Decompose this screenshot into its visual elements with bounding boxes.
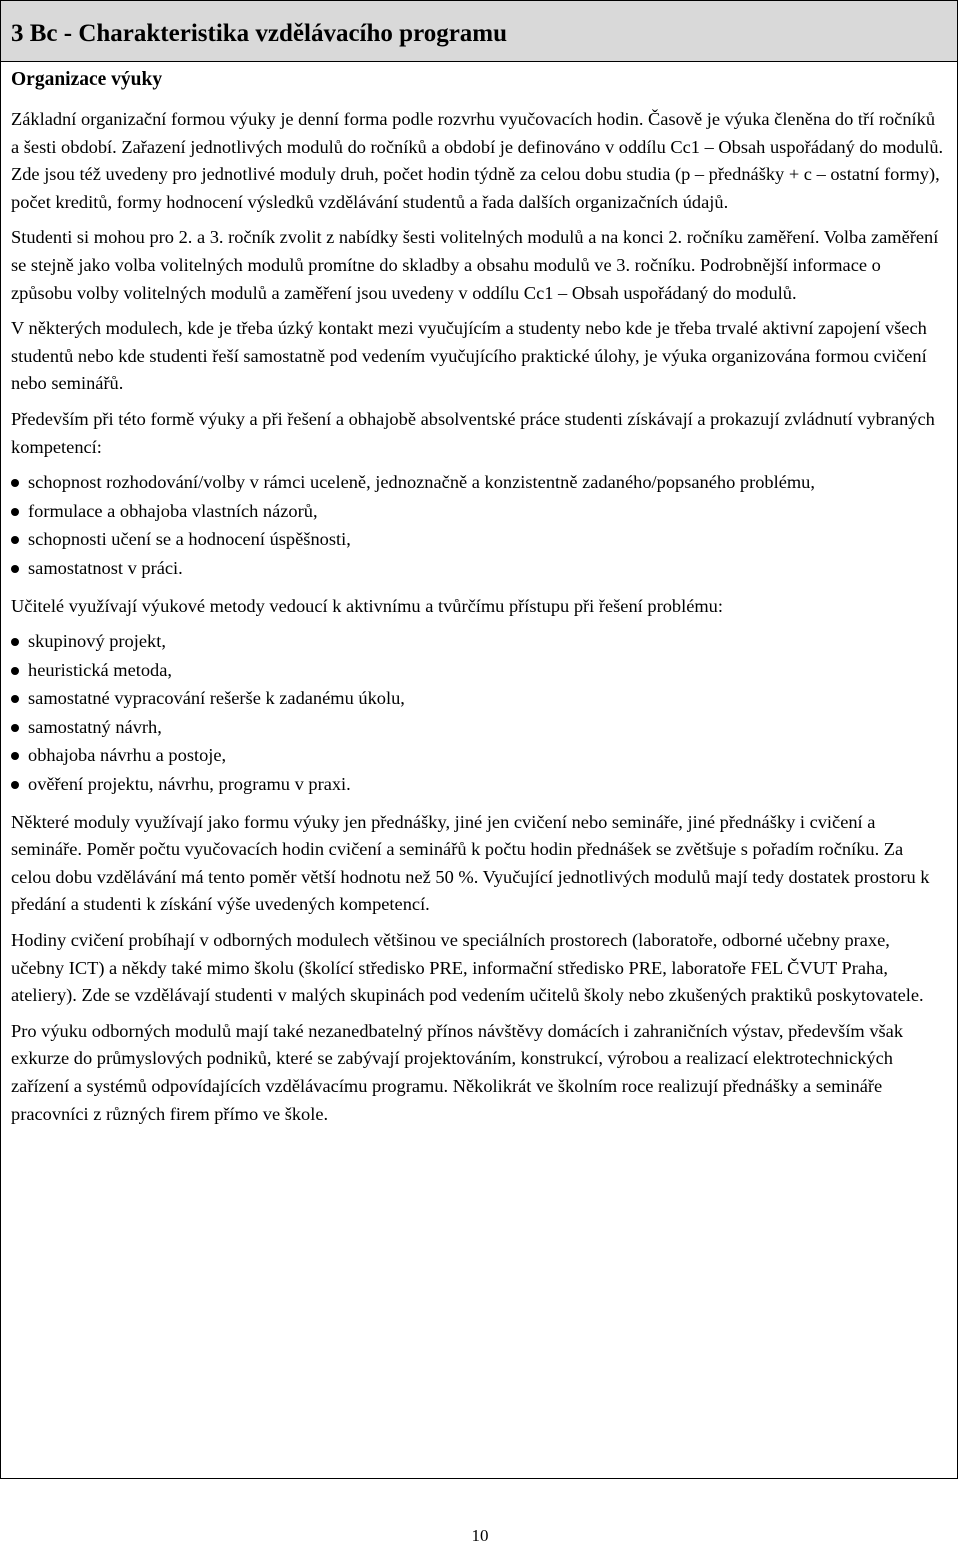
list-item: heuristická metoda, bbox=[11, 657, 945, 685]
paragraph-seminars: V některých modulech, kde je třeba úzký kontakt mezi vyučujícím a studenty nebo kde je třeba trvalé aktivní zapojení všech studentů nebo kde studenti řeší samostatně pod vedením vyučujícího praktické úlohy, je výuka organizována formou cvičení nebo seminářů. bbox=[11, 318, 927, 394]
section-title: 3 Bc - Charakteristika vzdělávacího programu bbox=[11, 20, 508, 47]
methods-list bbox=[11, 628, 945, 799]
paragraph-organization: Základní organizační formou výuky je denní forma podle rozvrhu vyučovacích hodin. Časově je výuka členěna do tří ročníků a šesti období. Zařazení jednotlivých modulů do ročníků a období je definováno v oddílu Cc1 – Obsah uspořádaný do modulů. Zde jsou též uvedeny pro jednotlivé moduly druh, počet hodin týdně za celou dobu studia (p – přednášky + c – ostatní formy), počet kreditů, formy hodnocení výsledků vzdělávání studentů a řada dalších organizačních údajů. bbox=[11, 109, 944, 212]
competencies-list bbox=[11, 469, 945, 582]
list-item: ověření projektu, návrhu, programu v praxi. bbox=[11, 771, 945, 799]
paragraph-practice-locations: Hodiny cvičení probíhají v odborných modulech většinou ve speciálních prostorech (laboratoře, odborné učebny praxe, učebny ICT) a někdy také mimo školu (školící středisko PRE, informační středisko PRE, laboratoře FEL ČVUT Praha, ateliery). Zde se vzdělávají studenti v malých skupinách pod vedením učitelů školy nebo zkušených praktiků poskytovatele. bbox=[11, 930, 924, 1006]
document-body bbox=[1, 62, 957, 1128]
paragraph-excursions: Pro výuku odborných modulů mají také nezanedbatelný přínos návštěvy domácích i zahraničních výstav, především však exkurze do průmyslových podniků, které se zabývají projektováním, konstrukcí, výrobou a realizací elektrotechnických zařízení a systémů odpovídajících vzdělávacímu programu. Několikrát ve školním roce realizují přednášky a semináře pracovníci z různých firem přímo ve škole. bbox=[11, 1020, 904, 1124]
list-item: formulace a obhajoba vlastních názorů, bbox=[11, 498, 945, 526]
subheading: Organizace výuky bbox=[11, 69, 163, 90]
paragraph-electives: Studenti si mohou pro 2. a 3. ročník zvolit z nabídky šesti volitelných modulů a na konci 2. ročníku zaměření. Volba zaměření se stejně jako volba volitelných modulů promítne do skladby a obsahu modulů ve 3. ročníku. Podrobnější informace o způsobu volby volitelných modulů a zaměření jsou uvedeny v oddílu Cc1 – Obsah uspořádaný do modulů. bbox=[11, 227, 939, 303]
list-item: schopnost rozhodování/volby v rámci uceleně, jednoznačně a konzistentně zadaného/popsaného problému, bbox=[11, 469, 945, 497]
paragraph-competencies-intro: Především při této formě výuky a při řešení a obhajobě absolventské práce studenti získávají a prokazují zvládnutí vybraných kompetencí: bbox=[11, 408, 935, 457]
list-item: samostatné vypracování rešerše k zadanému úkolu, bbox=[11, 685, 945, 713]
list-item: schopnosti učení se a hodnocení úspěšnosti, bbox=[11, 526, 945, 554]
section-header bbox=[1, 1, 957, 62]
list-item: skupinový projekt, bbox=[11, 628, 945, 656]
paragraph-methods-intro: Učitelé využívají výukové metody vedoucí k aktivnímu a tvůrčímu přístupu při řešení problému: bbox=[11, 595, 723, 616]
list-item: samostatnost v práci. bbox=[11, 555, 945, 583]
paragraph-lecture-ratio: Některé moduly využívají jako formu výuky jen přednášky, jiné jen cvičení nebo semináře, jiné přednášky i cvičení a semináře. Poměr počtu vyučovacích hodin cvičení a seminářů k počtu hodin přednášek se zvětšuje s pořadím ročníku. Za celou dobu vzdělávání má tento poměr větší hodnotu než 50 %. Vyučující jednotlivých modulů mají tedy dostatek prostoru k předání a studenti k získání výše uvedených kompetencí. bbox=[11, 811, 930, 915]
page-number: 10 bbox=[471, 1526, 489, 1545]
list-item: obhajoba návrhu a postoje, bbox=[11, 742, 945, 770]
list-item: samostatný návrh, bbox=[11, 714, 945, 742]
